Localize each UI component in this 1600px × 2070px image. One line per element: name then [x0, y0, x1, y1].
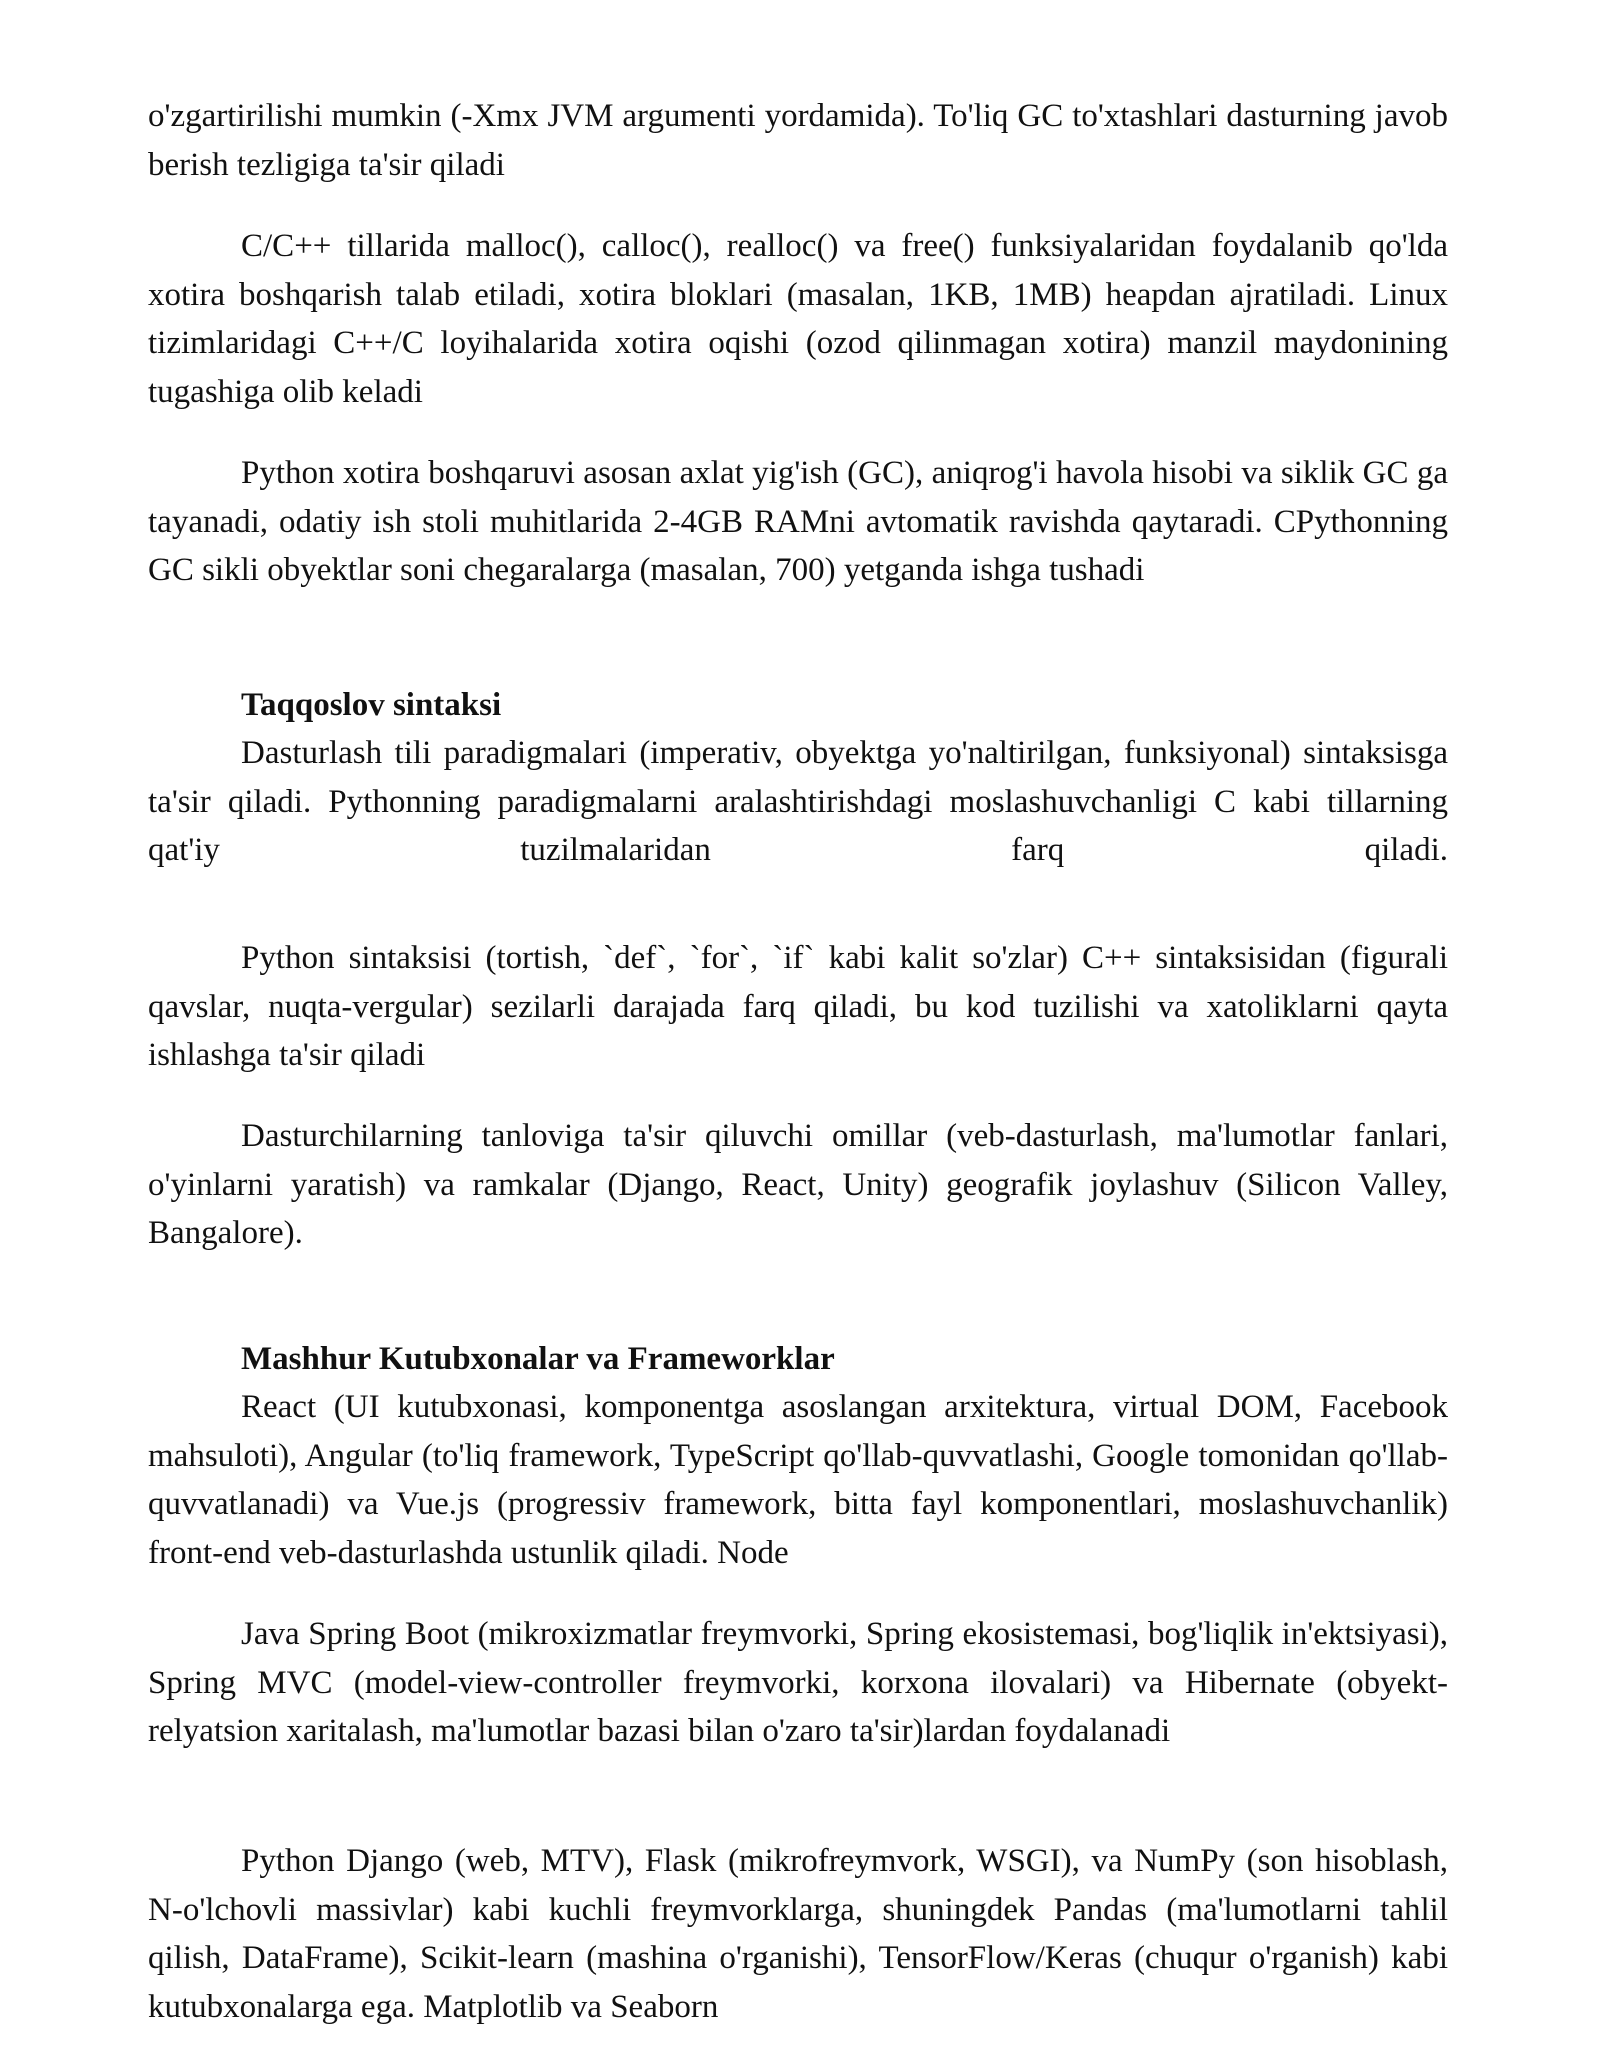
paragraph-java-frameworks: Java Spring Boot (mikroxizmatlar freymvorki, Spring ekosistemasi, bog'liqlik in'ektsiyasi), Spring MVC (model-view-controller freymvorki, korxona ilovalari) va Hibernate (obyekt-relyatsion xaritalash, ma'lumotlar bazasi bilan o'zaro ta'sir)lardan foydalanadi: [148, 1616, 1448, 1749]
section-heading-libraries: Mashhur Kutubxonalar va Frameworklar: [241, 1341, 835, 1377]
section-heading-syntax: Taqqoslov sintaksi: [241, 687, 502, 723]
paragraph-frontend-frameworks: React (UI kutubxonasi, komponentga asoslangan arxitektura, virtual DOM, Facebook mahsuloti), Angular (to'liq framework, TypeScript qo'llab-quvvatlashi, Google tomonidan qo'llab-quvvatlanadi) va Vue.js (progressiv framework, bitta fayl komponentlari, moslashuvchanlik) front-end veb-dasturlashda ustunlik qiladi. Node: [148, 1389, 1448, 1571]
paragraph-python-memory: Python xotira boshqaruvi asosan axlat yig'ish (GC), aniqrog'i havola hisobi va siklik GC ga tayanadi, odatiy ish stoli muhitlarida 2-4GB RAMni avtomatik ravishda qaytaradi. CPythonning GC sikli obyektlar soni chegaralarga (masalan, 700) yetganda ishga tushadi: [148, 455, 1448, 588]
paragraph-python-syntax: Python sintaksisi (tortish, `def`, `for`, `if` kabi kalit so'zlar) C++ sintaksisidan (figurali qavslar, nuqta-vergular) sezilarli darajada farq qiladi, bu kod tuzilishi va xatoliklarni qayta ishlashga ta'sir qiladi: [148, 940, 1448, 1073]
paragraph-gc-continuation: o'zgartirilishi mumkin (-Xmx JVM argumenti yordamida). To'liq GC to'xtashlari dasturning javob berish tezligiga ta'sir qiladi: [148, 98, 1448, 183]
paragraph-paradigms: Dasturlash tili paradigmalari (imperativ, obyektga yo'naltirilgan, funksiyonal) sintaksisga ta'sir qiladi. Pythonning paradigmalarni aralashtirishdagi moslashuvchanligi C kabi tillarning qat'iy tuzilmalaridan farq qiladi.: [148, 735, 1448, 868]
paragraph-c-memory: C/C++ tillarida malloc(), calloc(), realloc() va free() funksiyalaridan foydalanib qo'lda xotira boshqarish talab etiladi, xotira bloklari (masalan, 1KB, 1MB) heapdan ajratiladi. Linux tizimlaridagi C++/C loyihalarida xotira oqishi (ozod qilinmagan xotira) manzil maydonining tugashiga olib keladi: [148, 228, 1448, 410]
paragraph-developer-choice: Dasturchilarning tanloviga ta'sir qiluvchi omillar (veb-dasturlash, ma'lumotlar fanlari, o'yinlarni yaratish) va ramkalar (Django, React, Unity) geografik joylashuv (Silicon Valley, Bangalore).: [148, 1118, 1448, 1251]
paragraph-python-frameworks: Python Django (web, MTV), Flask (mikrofreymvork, WSGI), va NumPy (son hisoblash, N-o'lchovli massivlar) kabi kuchli freymvorklarga, shuningdek Pandas (ma'lumotlarni tahlil qilish, DataFrame), Scikit-learn (mashina o'rganishi), TensorFlow/Keras (chuqur o'rganish) kabi kutubxonalarga ega. Matplotlib va Seaborn: [148, 1843, 1448, 2025]
